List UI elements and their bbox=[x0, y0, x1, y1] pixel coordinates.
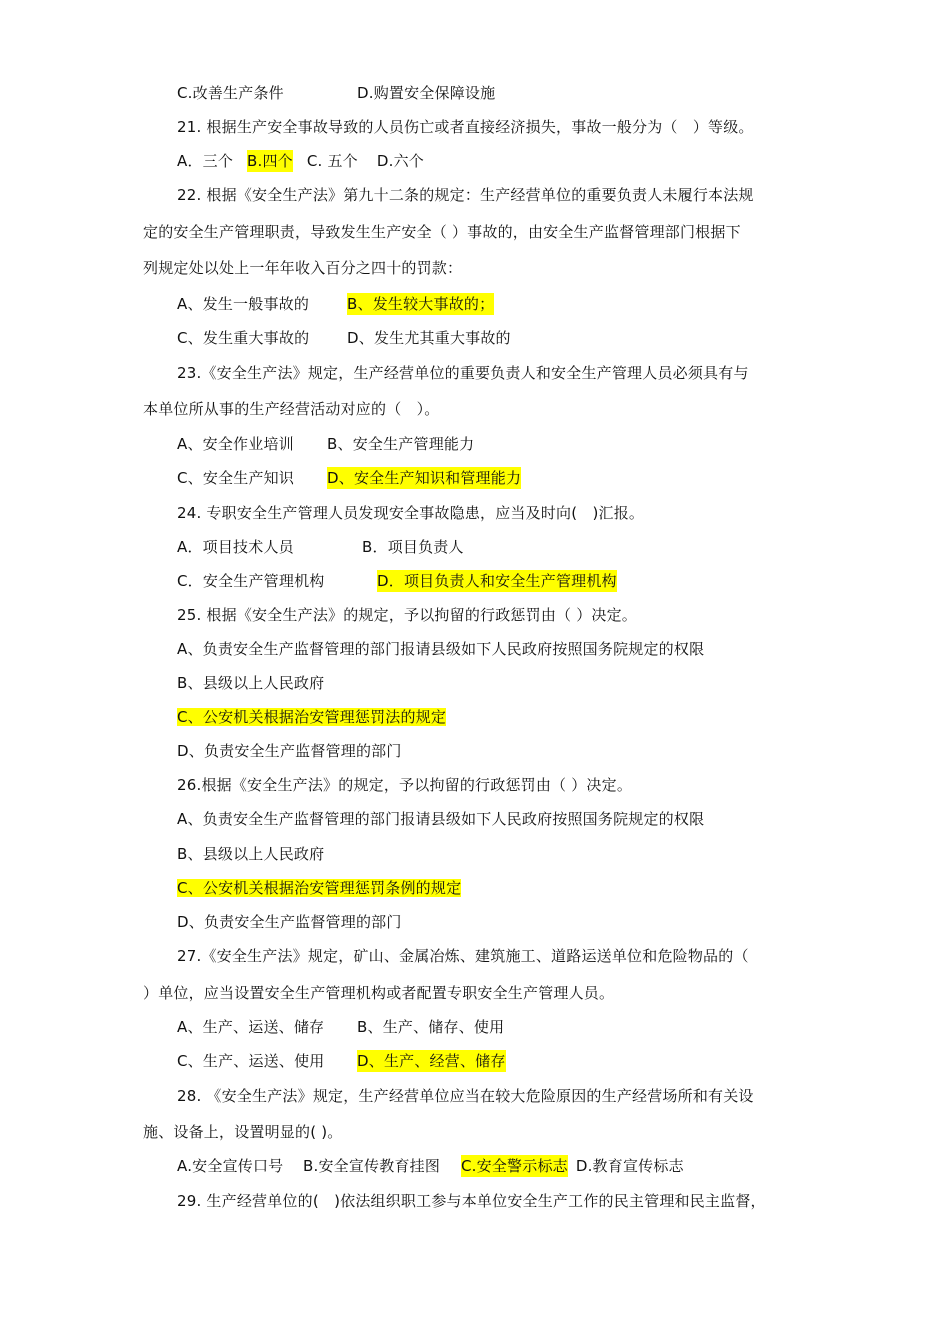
question-text-run: 26.根据《安全生产法》的规定，予以拘留的行政惩罚由（ ）决定。 bbox=[177, 776, 633, 794]
question-text-run: 列规定处以处上一年年收入百分之四十的罚款： bbox=[143, 259, 463, 277]
question-text bbox=[143, 398, 813, 420]
text-line bbox=[177, 536, 813, 558]
answer-option-highlighted bbox=[177, 877, 813, 899]
answer-option-highlighted: C.安全警示标志 bbox=[461, 1157, 568, 1175]
answer-option bbox=[177, 843, 813, 865]
answer-option: A．三个 bbox=[177, 152, 234, 170]
question-text bbox=[177, 1085, 813, 1107]
answer-option: A、发生一般事故的 bbox=[177, 295, 310, 313]
answer-option-highlighted: D、安全生产知识和管理能力 bbox=[327, 469, 522, 487]
answer-option: D.教育宣传标志 bbox=[575, 1157, 684, 1175]
text-line bbox=[177, 433, 813, 455]
answer-option-highlighted: D．项目负责人和安全生产管理机构 bbox=[377, 572, 617, 590]
question-text-run: 23.《安全生产法》规定，生产经营单位的重要负责人和安全生产管理人员必须具有与 bbox=[177, 364, 749, 382]
question-text bbox=[177, 774, 813, 796]
text-line bbox=[177, 293, 813, 315]
answer-option: D.六个 bbox=[376, 152, 424, 170]
question-text bbox=[177, 1190, 813, 1212]
text-line bbox=[177, 570, 813, 592]
question-text bbox=[143, 1121, 813, 1143]
answer-option: C.改善生产条件 bbox=[177, 84, 284, 102]
question-text bbox=[143, 221, 813, 243]
answer-option-text: C、公安机关根据治安管理惩罚法的规定 bbox=[177, 708, 447, 726]
question-text-run: 本单位所从事的生产经营活动对应的（ ）。 bbox=[143, 400, 440, 418]
answer-option bbox=[177, 672, 813, 694]
question-text-run: 施、设备上，设置明显的( )。 bbox=[143, 1123, 343, 1141]
answer-option: A、生产、运送、储存 bbox=[177, 1018, 325, 1036]
question-text bbox=[177, 945, 813, 967]
answer-option: C、安全生产知识 bbox=[177, 469, 295, 487]
answer-option bbox=[177, 638, 813, 660]
text-line bbox=[177, 1016, 813, 1038]
answer-option: B．项目负责人 bbox=[362, 538, 464, 556]
answer-option: C、生产、运送、使用 bbox=[177, 1052, 325, 1070]
question-text bbox=[143, 982, 813, 1004]
question-text bbox=[177, 502, 813, 524]
text-line bbox=[177, 150, 813, 172]
answer-option-text: B、县级以上人民政府 bbox=[177, 845, 325, 863]
answer-option-highlighted: B.四个 bbox=[247, 152, 293, 170]
text-line bbox=[177, 327, 813, 349]
answer-option bbox=[177, 911, 813, 933]
answer-option bbox=[177, 808, 813, 830]
question-text-run: 29. 生产经营单位的( )依法组织职工参与本单位安全生产工作的民主管理和民主监督， bbox=[177, 1192, 766, 1210]
question-text-run: ）单位，应当设置安全生产管理机构或者配置专职安全生产管理人员。 bbox=[143, 984, 615, 1002]
answer-option: B、安全生产管理能力 bbox=[327, 435, 475, 453]
answer-option: D.购置安全保障设施 bbox=[357, 84, 496, 102]
question-text bbox=[177, 604, 813, 626]
question-text bbox=[143, 257, 813, 279]
answer-option: B.安全宣传教育挂图 bbox=[303, 1157, 441, 1175]
answer-option-highlighted: B、发生较大事故的； bbox=[347, 295, 495, 313]
answer-option: B、生产、储存、使用 bbox=[357, 1018, 505, 1036]
question-text bbox=[177, 362, 813, 384]
answer-option: A、安全作业培训 bbox=[177, 435, 294, 453]
answer-option bbox=[177, 740, 813, 762]
answer-option-text: D、负责安全生产监督管理的部门 bbox=[177, 742, 402, 760]
answer-option: C. 五个 bbox=[306, 152, 358, 170]
question-text-run: 21. 根据生产安全事故导致的人员伤亡或者直接经济损失，事故一般分为（ ）等级。 bbox=[177, 118, 754, 136]
text-line bbox=[177, 1155, 813, 1177]
answer-option: C．安全生产管理机构 bbox=[177, 572, 325, 590]
answer-option: C、发生重大事故的 bbox=[177, 329, 310, 347]
answer-option-text: A、负责安全生产监督管理的部门报请县级如下人民政府按照国务院规定的权限 bbox=[177, 640, 705, 658]
question-text-run: 定的安全生产管理职责，导致发生生产安全（ ）事故的，由安全生产监督管理部门根据下 bbox=[143, 223, 741, 241]
answer-option-text: A、负责安全生产监督管理的部门报请县级如下人民政府按照国务院规定的权限 bbox=[177, 810, 705, 828]
answer-option-highlighted: D、生产、经营、储存 bbox=[357, 1052, 506, 1070]
answer-option-highlighted bbox=[177, 706, 813, 728]
question-text-run: 25. 根据《安全生产法》的规定，予以拘留的行政惩罚由（ ）决定。 bbox=[177, 606, 637, 624]
question-text-run: 22. 根据《安全生产法》第九十二条的规定：生产经营单位的重要负责人未履行本法规 bbox=[177, 186, 754, 204]
question-text bbox=[177, 184, 813, 206]
text-line bbox=[177, 82, 813, 104]
text-line bbox=[177, 1050, 813, 1072]
answer-option: A.安全宣传口号 bbox=[177, 1157, 284, 1175]
question-text-run: 24. 专职安全生产管理人员发现安全事故隐患，应当及时向( )汇报。 bbox=[177, 504, 645, 522]
answer-option-text: B、县级以上人民政府 bbox=[177, 674, 325, 692]
answer-option: A．项目技术人员 bbox=[177, 538, 294, 556]
answer-option-text: D、负责安全生产监督管理的部门 bbox=[177, 913, 402, 931]
answer-option-text: C、公安机关根据治安管理惩罚条例的规定 bbox=[177, 879, 462, 897]
answer-option: D、发生尤其重大事故的 bbox=[347, 329, 511, 347]
question-text-run: 27.《安全生产法》规定，矿山、金属冶炼、建筑施工、道路运送单位和危险物品的（ bbox=[177, 947, 749, 965]
question-text bbox=[177, 116, 813, 138]
text-line bbox=[177, 467, 813, 489]
question-text-run: 28. 《安全生产法》规定，生产经营单位应当在较大危险原因的生产经营场所和有关设 bbox=[177, 1087, 754, 1105]
